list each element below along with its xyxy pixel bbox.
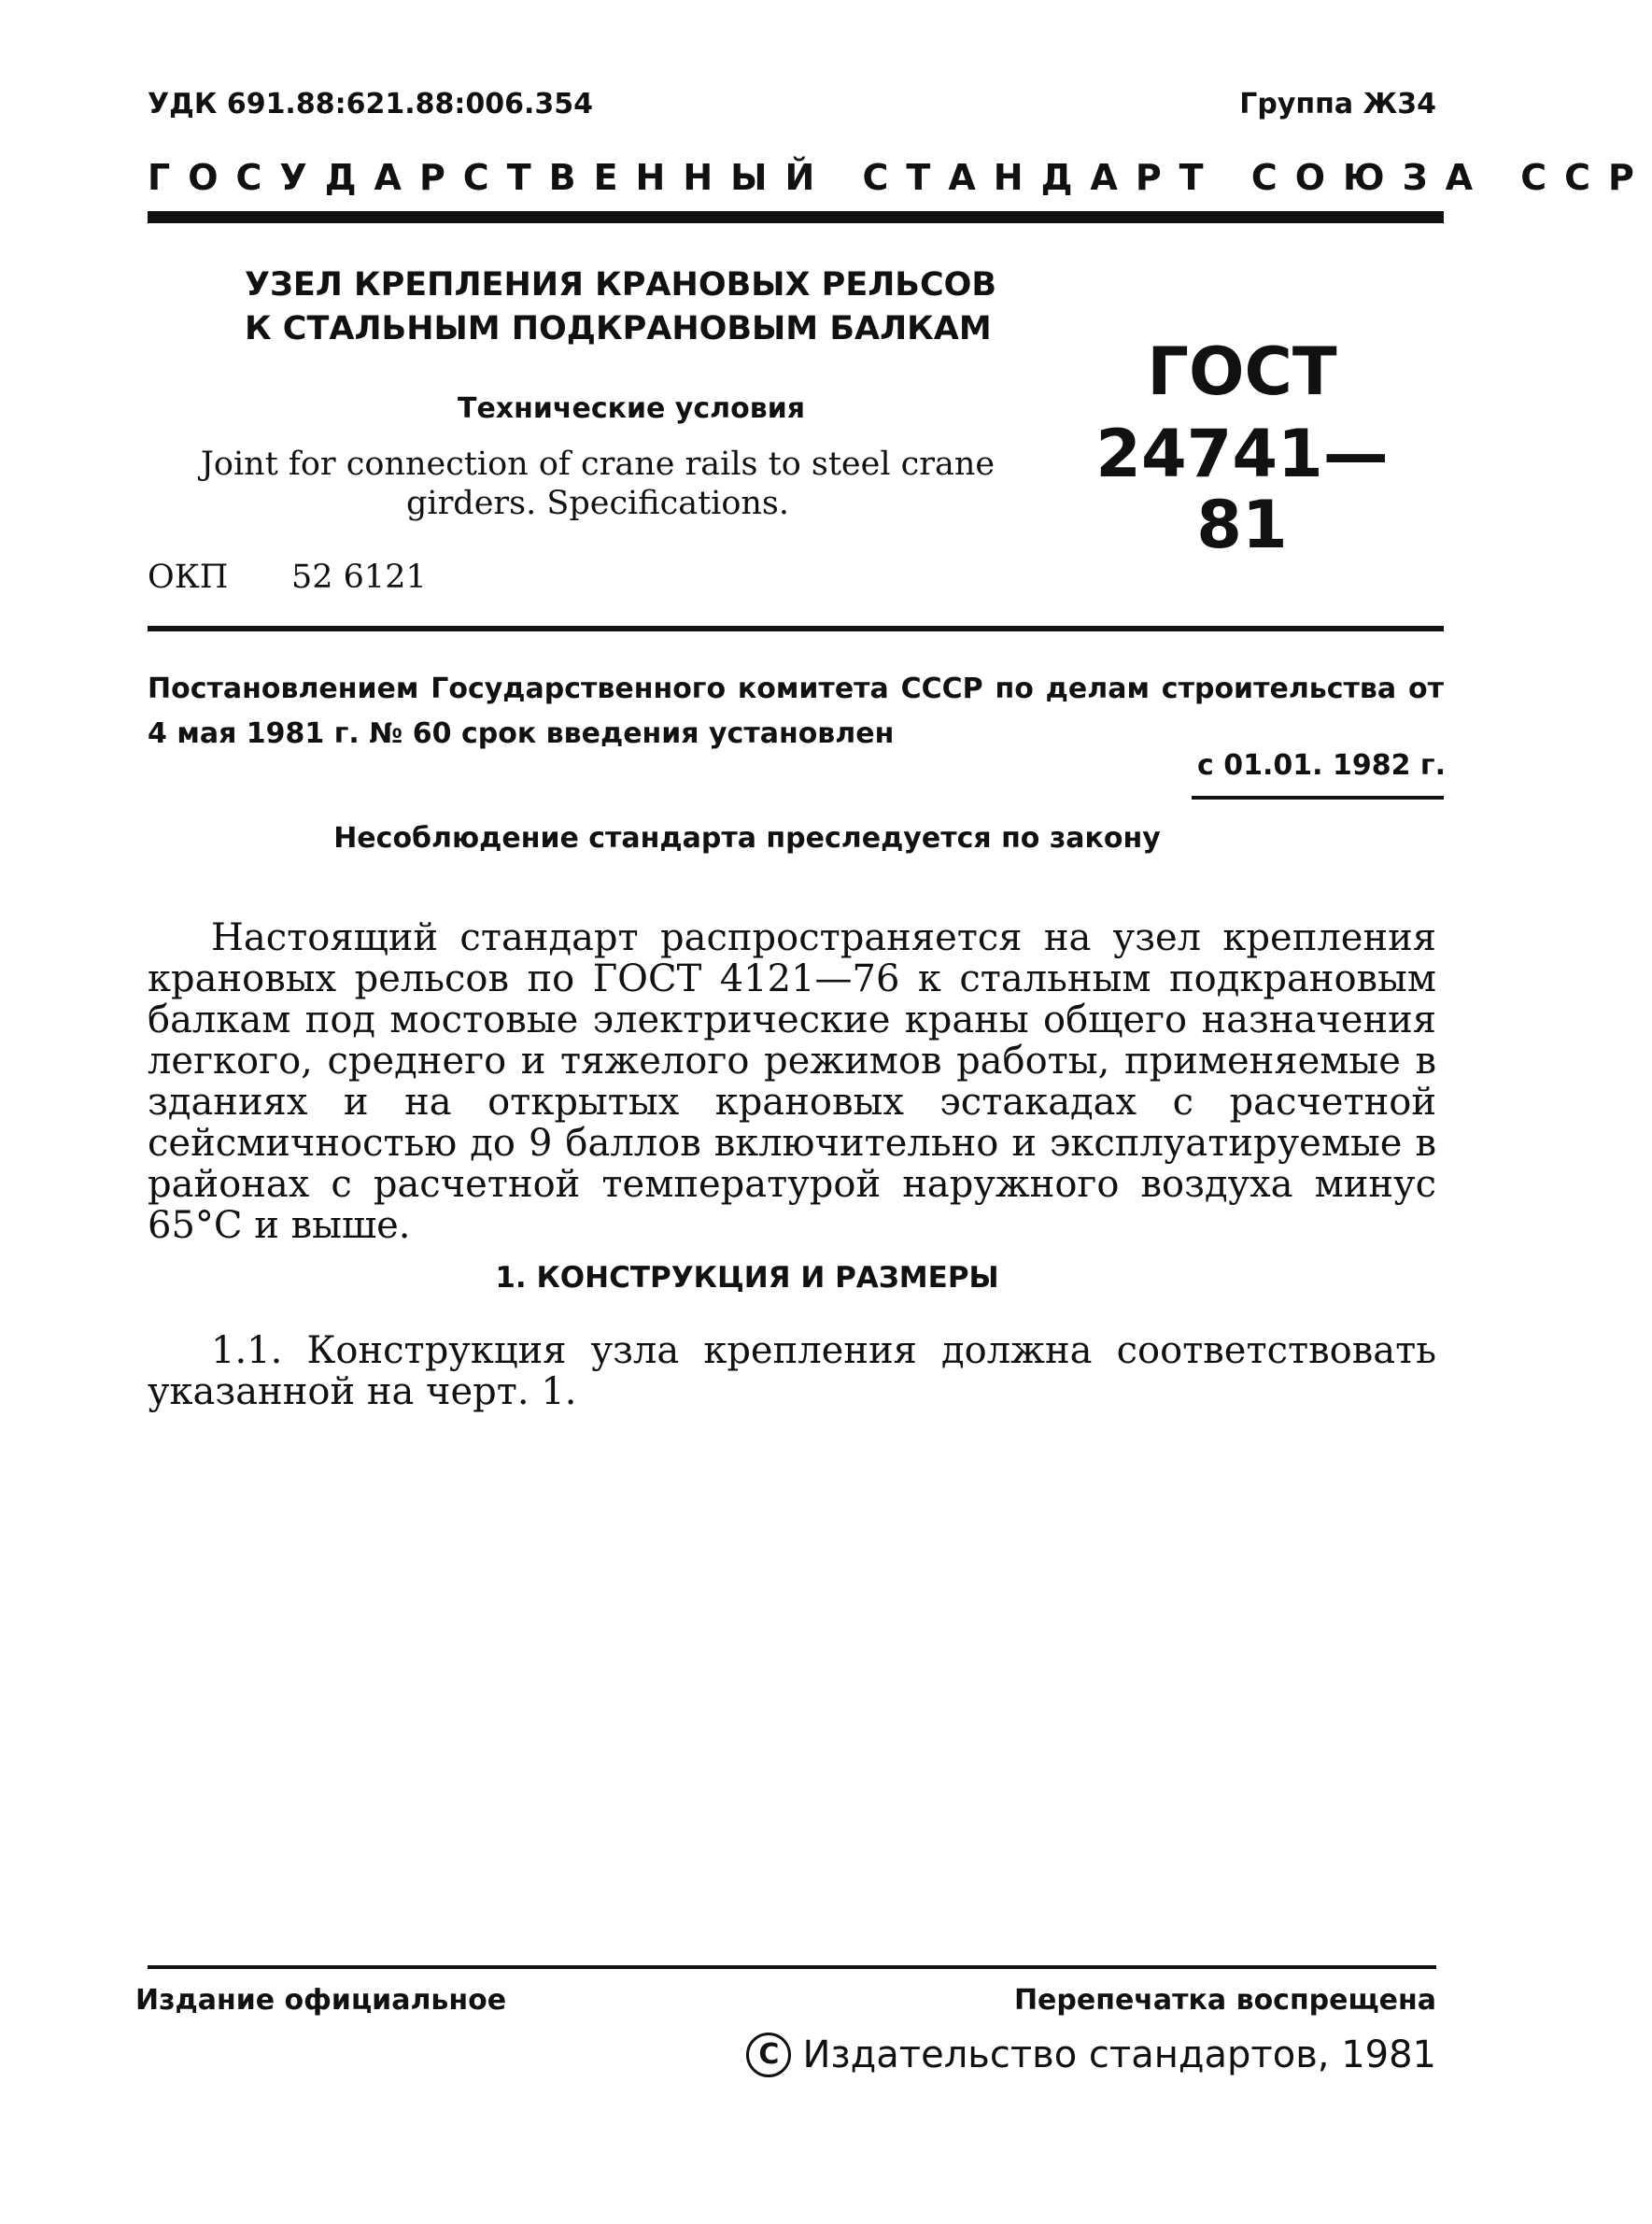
reprint-note: Перепечатка воспрещена xyxy=(1013,1984,1436,2017)
gost-number: 24741—81 xyxy=(1095,416,1389,563)
title-line-1: УЗЕЛ КРЕПЛЕНИЯ КРАНОВЫХ РЕЛЬСОВ xyxy=(245,266,997,304)
technical-conditions-label: Технические условия xyxy=(458,392,805,425)
udk-code: УДК 691.88:621.88:006.354 xyxy=(148,88,593,120)
copyright-icon: С xyxy=(746,2033,791,2077)
official-edition-label: Издание официальное xyxy=(135,1984,507,2017)
okp-label: ОКП xyxy=(148,559,229,596)
effective-date-underline xyxy=(1192,796,1444,800)
state-standard-banner: ГОСУДАРСТВЕННЫЙ СТАНДАРТ СОЮЗА ССР xyxy=(148,157,1652,198)
publisher-line xyxy=(746,2033,1436,2077)
effective-date: с 01.01. 1982 г. xyxy=(1197,749,1446,782)
section-heading: 1. КОНСТРУКЦИЯ И РАЗМЕРЫ xyxy=(495,1261,999,1295)
clause-paragraph: 1.1. Конструкция узла крепления должна соответствовать указанной на черт. 1. xyxy=(148,1329,1436,1413)
intro-paragraph: Настоящий стандарт распространяется на узел крепления крановых рельсов по ГОСТ 4121—76 к стальным подкрановым балкам под мостовые электрические краны общего назначения легкого, среднего и тяжелого режимов работы, применяемые в зданиях и на открытых крановых эстакадах с расчетной сейсмичностью до 9 баллов включительно и эксплуатируемые в районах с расчетной температурой наружного воздуха минус 65°С и выше. xyxy=(148,916,1436,1247)
header-divider xyxy=(148,211,1444,223)
document-title xyxy=(245,263,1066,351)
decree-text: Постановлением Государственного комитета СССР по делам строительства от 4 мая 1981 г. № 60 срок введения установлен xyxy=(148,673,1444,750)
footer-divider xyxy=(148,1965,1436,1969)
gost-label: ГОСТ xyxy=(1147,333,1337,410)
okp-value: 52 6121 xyxy=(291,559,427,596)
publisher-name: Издательство стандартов, 1981 xyxy=(802,2033,1436,2076)
english-title: Joint for connection of crane rails to steel crane girders. Specifications. xyxy=(200,446,995,522)
title-divider xyxy=(148,626,1444,631)
group-code: Группа Ж34 xyxy=(1239,88,1436,120)
title-line-2: К СТАЛЬНЫМ ПОДКРАНОВЫМ БАЛКАМ xyxy=(245,310,992,347)
law-notice: Несоблюдение стандарта преследуется по закону xyxy=(333,822,1161,855)
